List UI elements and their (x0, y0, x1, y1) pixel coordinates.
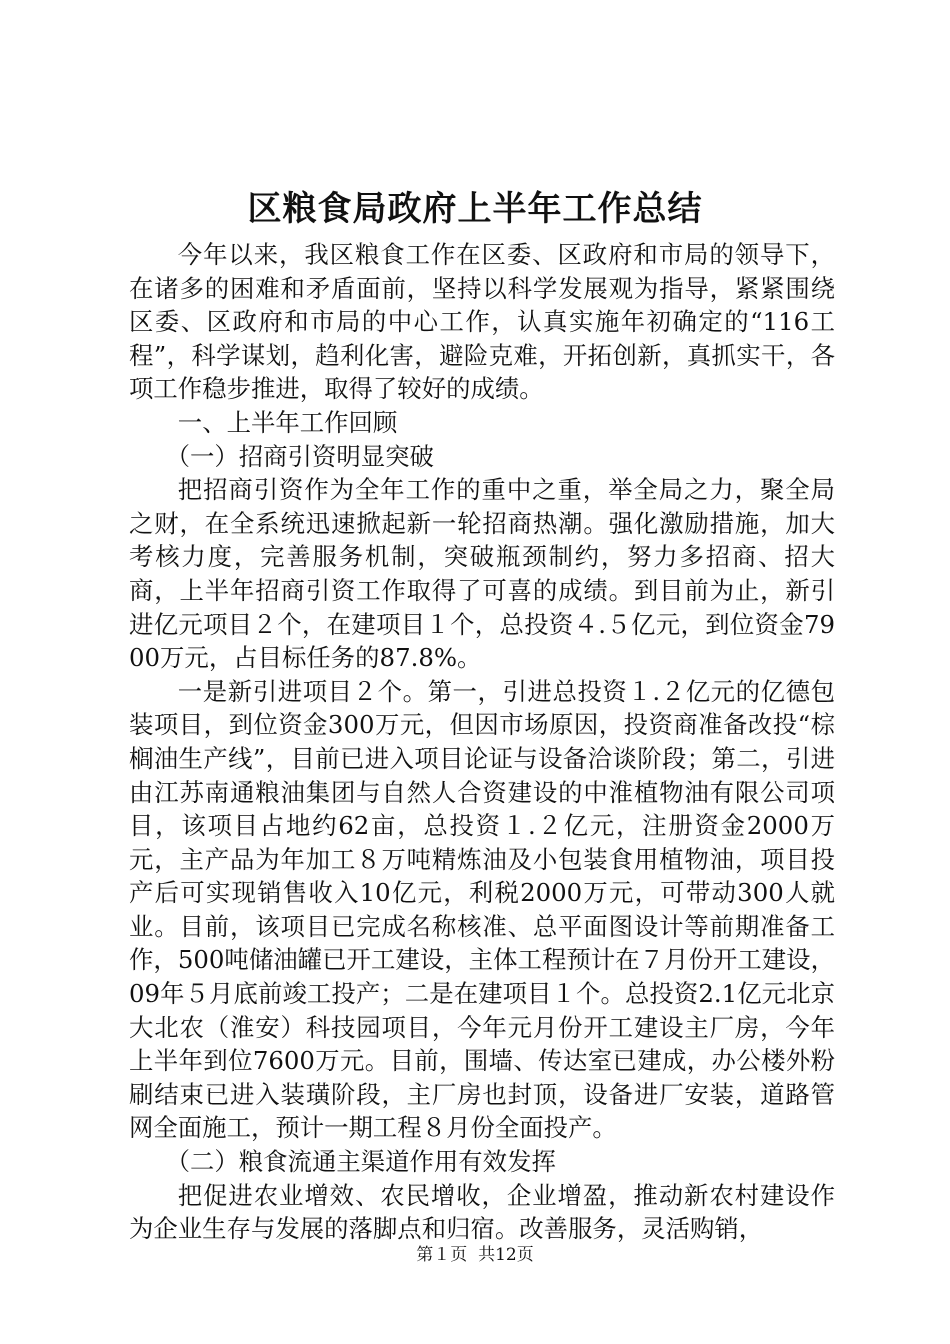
document-title: 区粮食局政府上半年工作总结 (247, 189, 703, 229)
section-heading-review: 一、上半年工作回顾 (177, 407, 398, 437)
page-footer (0, 1243, 950, 1267)
grain-circulation-paragraph: 把促进农业增效、农民增收，企业增盈，推动新农村建设作为企业生存与发展的落脚点和归宿。改善服务，灵活购销， (129, 1180, 835, 1244)
footer-separator (467, 1245, 478, 1265)
subsection-heading-investment: （一）招商引资明显突破 (165, 441, 434, 471)
projects-paragraph: 一是新引进项目２个。第一，引进总投资１.２亿元的亿德包装项目，到位资金300万元，但因市场原因，投资商准备改投“棕榈油生产线”，目前已进入项目论证与设备洽谈阶段；第二，引进由江苏南通粮油集团与自然人合资建设的中淮植物油有限公司项目，该项目占地约62亩，总投资１.２亿元，注册资金2000万元，主产品为年加工８万吨精炼油及小包装食用植物油，项目投产后可实现销售收入10亿元，利税2000万元，可带动300人就业。目前，该项目已完成名称核准、总平面图设计等前期准备工作，500吨储油罐已开工建设，主体工程预计在７月份开工建设，09年５月底前竣工投产；二是在建项目１个。总投资2.1亿元北京大北农（淮安）科技园项目，今年元月份开工建设主厂房，今年上半年到位7600万元。目前，围墙、传达室已建成，办公楼外粉刷结束已进入装璜阶段，主厂房也封顶，设备进厂安装，道路管网全面施工，预计一期工程８月份全面投产。 (129, 676, 835, 1143)
page-number: 第１页 (416, 1245, 468, 1265)
page-total: 共12页 (478, 1245, 534, 1265)
investment-paragraph: 把招商引资作为全年工作的重中之重，举全局之力，聚全局之财，在全系统迅速掀起新一轮招商热潮。强化激励措施，加大考核力度，完善服务机制，突破瓶颈制约，努力多招商、招大商，上半年招商引资工作取得了可喜的成绩。到目前为止，新引进亿元项目２个，在建项目１个，总投资４.５亿元，到位资金7900万元，占目标任务的87.8%。 (129, 475, 835, 673)
intro-paragraph: 今年以来，我区粮食工作在区委、区政府和市局的领导下，在诸多的困难和矛盾面前，坚持以科学发展观为指导，紧紧围绕区委、区政府和市局的中心工作，认真实施年初确定的“116工程”，科学谋划，趋利化害，避险克难，开拓创新，真抓实干，各项工作稳步推进，取得了较好的成绩。 (129, 240, 835, 404)
subsection-heading-grain-circulation: （二）粮食流通主渠道作用有效发挥 (165, 1147, 556, 1177)
document-body (129, 238, 835, 1246)
